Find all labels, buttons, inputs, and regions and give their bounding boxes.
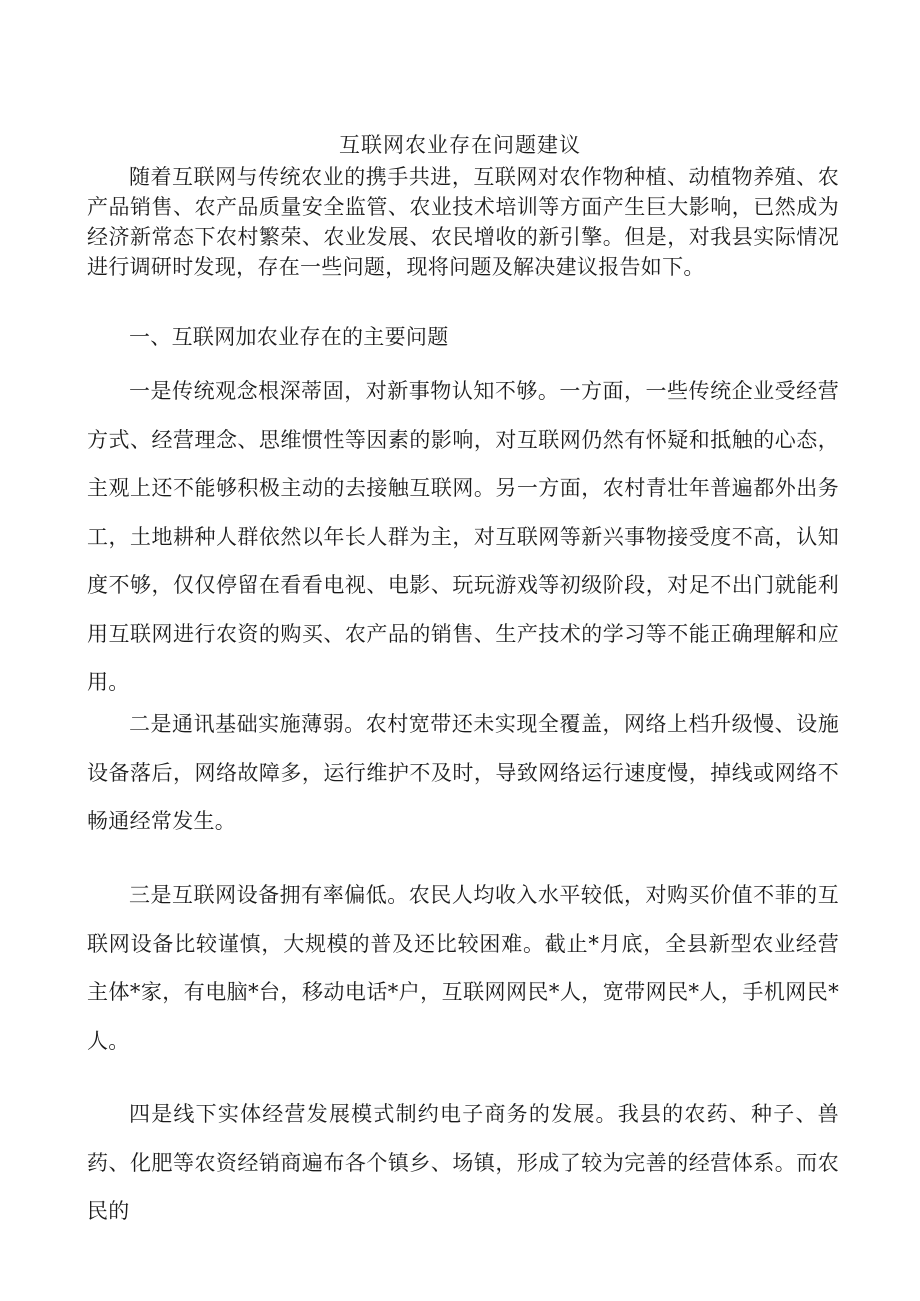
section-heading: 一、互联网加农业存在的主要问题 (129, 325, 449, 349)
document-title: 互联网农业存在问题建议 (339, 133, 581, 157)
body-paragraph-4: 四是线下实体经营发展模式制约电子商务的发展。我县的农药、种子、兽药、化肥等农资经销商遍布各个镇乡、场镇，形成了较为完善的经营体系。而农民的 (87, 1102, 839, 1223)
body-paragraph-3: 三是互联网设备拥有率偏低。农民人均收入水平较低，对购买价值不菲的互联网设备比较谨慎，大规模的普及还比较困难。截止*月底，全县新型农业经营主体*家，有电脑*台，移动电话*户，互联网网民*人，宽带网民*人，手机网民*人。 (87, 883, 839, 1053)
body-paragraph-1: 一是传统观念根深蒂固，对新事物认知不够。一方面，一些传统企业受经营方式、经营理念、思维惯性等因素的影响，对互联网仍然有怀疑和抵触的心态，主观上还不能够积极主动的去接触互联网。另一方面，农村青壮年普遍都外出务工，土地耕种人群依然以年长人群为主，对互联网等新兴事物接受度不高，认知度不够，仅仅停留在看看电视、电影、玩玩游戏等初级阶段，对足不出门就能利用互联网进行农资的购买、农产品的销售、生产技术的学习等不能正确理解和应用。 (87, 379, 839, 694)
body-paragraph-2: 二是通讯基础实施薄弱。农村宽带还未实现全覆盖，网络上档升级慢、设施设备落后，网络故障多，运行维护不及时，导致网络运行速度慢，掉线或网络不畅通经常发生。 (87, 712, 839, 833)
intro-paragraph: 随着互联网与传统农业的携手共进，互联网对农作物种植、动植物养殖、农产品销售、农产品质量安全监管、农业技术培训等方面产生巨大影响，已然成为经济新常态下农村繁荣、农业发展、农民增收的新引擎。但是，对我县实际情况进行调研时发现，存在一些问题，现将问题及解决建议报告如下。 (87, 165, 839, 279)
